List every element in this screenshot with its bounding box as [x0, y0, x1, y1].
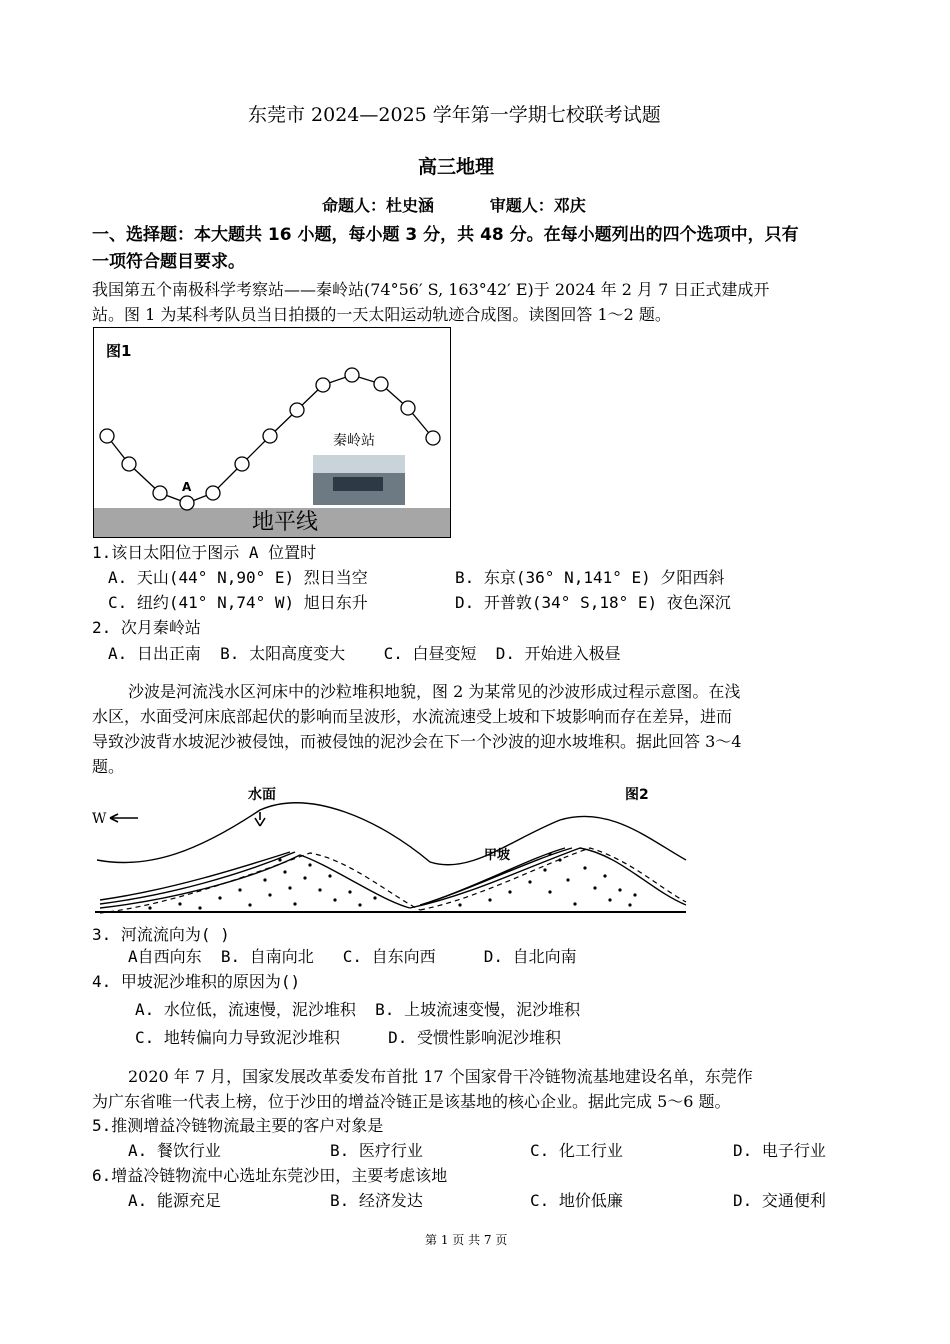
q1-option-d: D. 开普敦(34° S,18° E) 夜色深沉 — [455, 593, 731, 612]
station-label: 秦岭站 — [333, 433, 375, 449]
q3-options: A自西向东 B. 自南向北 C. 自东向西 D. 自北向南 — [128, 947, 577, 966]
figure-1-label: 图1 — [106, 342, 132, 360]
question-1: 1.该日太阳位于图示 A 位置时 — [92, 543, 317, 562]
section-heading: 一、选择题：本大题共 16 小题，每小题 3 分，共 48 分。在每小题列出的四个选项中，只有 — [92, 225, 799, 245]
intro-text: 2020 年 7 月，国家发展改革委发布首批 17 个国家骨干冷链物流基地建设名单，东莞作 — [128, 1067, 753, 1086]
west-label: W — [92, 811, 107, 827]
page-footer: 第 1 页 共 7 页 — [425, 1233, 508, 1247]
intro-text: 沙波是河流浅水区河床中的沙粒堆积地貌，图 2 为某常见的沙波形成过程示意图。在浅 — [128, 682, 741, 701]
q6-option-d: D. 交通便利 — [733, 1191, 826, 1210]
intro-text: 我国第五个南极科学考察站——秦岭站(74°56′ S, 163°42′ E)于 2024 年 2 月 7 日正式建成开 — [92, 280, 770, 299]
figure-2-sand-wave — [90, 780, 690, 920]
slope-jia-label: 甲坡 — [484, 848, 511, 863]
figure-2-label: 图2 — [625, 787, 649, 803]
intro-text: 为广东省唯一代表上榜，位于沙田的增益冷链正是该基地的核心企业。据此完成 5～6 题。 — [92, 1092, 731, 1111]
subject-title: 高三地理 — [418, 156, 495, 178]
water-surface-label: 水面 — [248, 787, 276, 803]
q1-option-a: A. 天山(44° N,90° E) 烈日当空 — [108, 568, 368, 587]
figure-1-sun-path — [93, 327, 451, 538]
intro-text: 题。 — [92, 757, 125, 776]
authors: 命题人：杜史涵 审题人：邓庆 — [322, 196, 586, 215]
q4-options-cd: C. 地转偏向力导致泥沙堆积 D. 受惯性影响泥沙堆积 — [135, 1028, 561, 1047]
question-2: 2. 次月秦岭站 — [92, 618, 201, 637]
question-4: 4. 甲坡泥沙堆积的原因为() — [92, 972, 301, 991]
question-5: 5.推测增益冷链物流最主要的客户对象是 — [92, 1116, 384, 1135]
q5-option-a: A. 餐饮行业 — [128, 1141, 221, 1160]
question-3: 3. 河流流向为( ) — [92, 925, 230, 944]
q5-option-c: C. 化工行业 — [530, 1141, 623, 1160]
q6-option-c: C. 地价低廉 — [530, 1191, 623, 1210]
point-a-label: A — [182, 480, 192, 494]
q6-option-a: A. 能源充足 — [128, 1191, 221, 1210]
q4-options-ab: A. 水位低，流速慢，泥沙堆积 B. 上坡流速变慢，泥沙堆积 — [135, 1000, 581, 1019]
horizon-label: 地平线 — [252, 510, 319, 535]
intro-text: 导致沙波背水坡泥沙被侵蚀，而被侵蚀的泥沙会在下一个沙波的迎水坡堆积。据此回答 3～4 — [92, 732, 742, 751]
q5-option-d: D. 电子行业 — [733, 1141, 826, 1160]
exam-title: 东莞市 2024—2025 学年第一学期七校联考试题 — [248, 104, 661, 126]
q5-option-b: B. 医疗行业 — [330, 1141, 423, 1160]
q2-options: A. 日出正南 B. 太阳高度变大 C. 白昼变短 D. 开始进入极昼 — [108, 644, 621, 663]
section-heading: 一项符合题目要求。 — [92, 252, 245, 272]
question-6: 6.增益冷链物流中心选址东莞沙田，主要考虑该地 — [92, 1166, 448, 1185]
intro-text: 水区，水面受河床底部起伏的影响而呈波形，水流流速受上坡和下坡影响而存在差异，进而 — [92, 707, 733, 726]
intro-text: 站。图 1 为某科考队员当日拍摄的一天太阳运动轨迹合成图。读图回答 1～2 题。 — [92, 305, 671, 324]
q1-option-b: B. 东京(36° N,141° E) 夕阳西斜 — [455, 568, 725, 587]
q1-option-c: C. 纽约(41° N,74° W) 旭日东升 — [108, 593, 368, 612]
q6-option-b: B. 经济发达 — [330, 1191, 423, 1210]
